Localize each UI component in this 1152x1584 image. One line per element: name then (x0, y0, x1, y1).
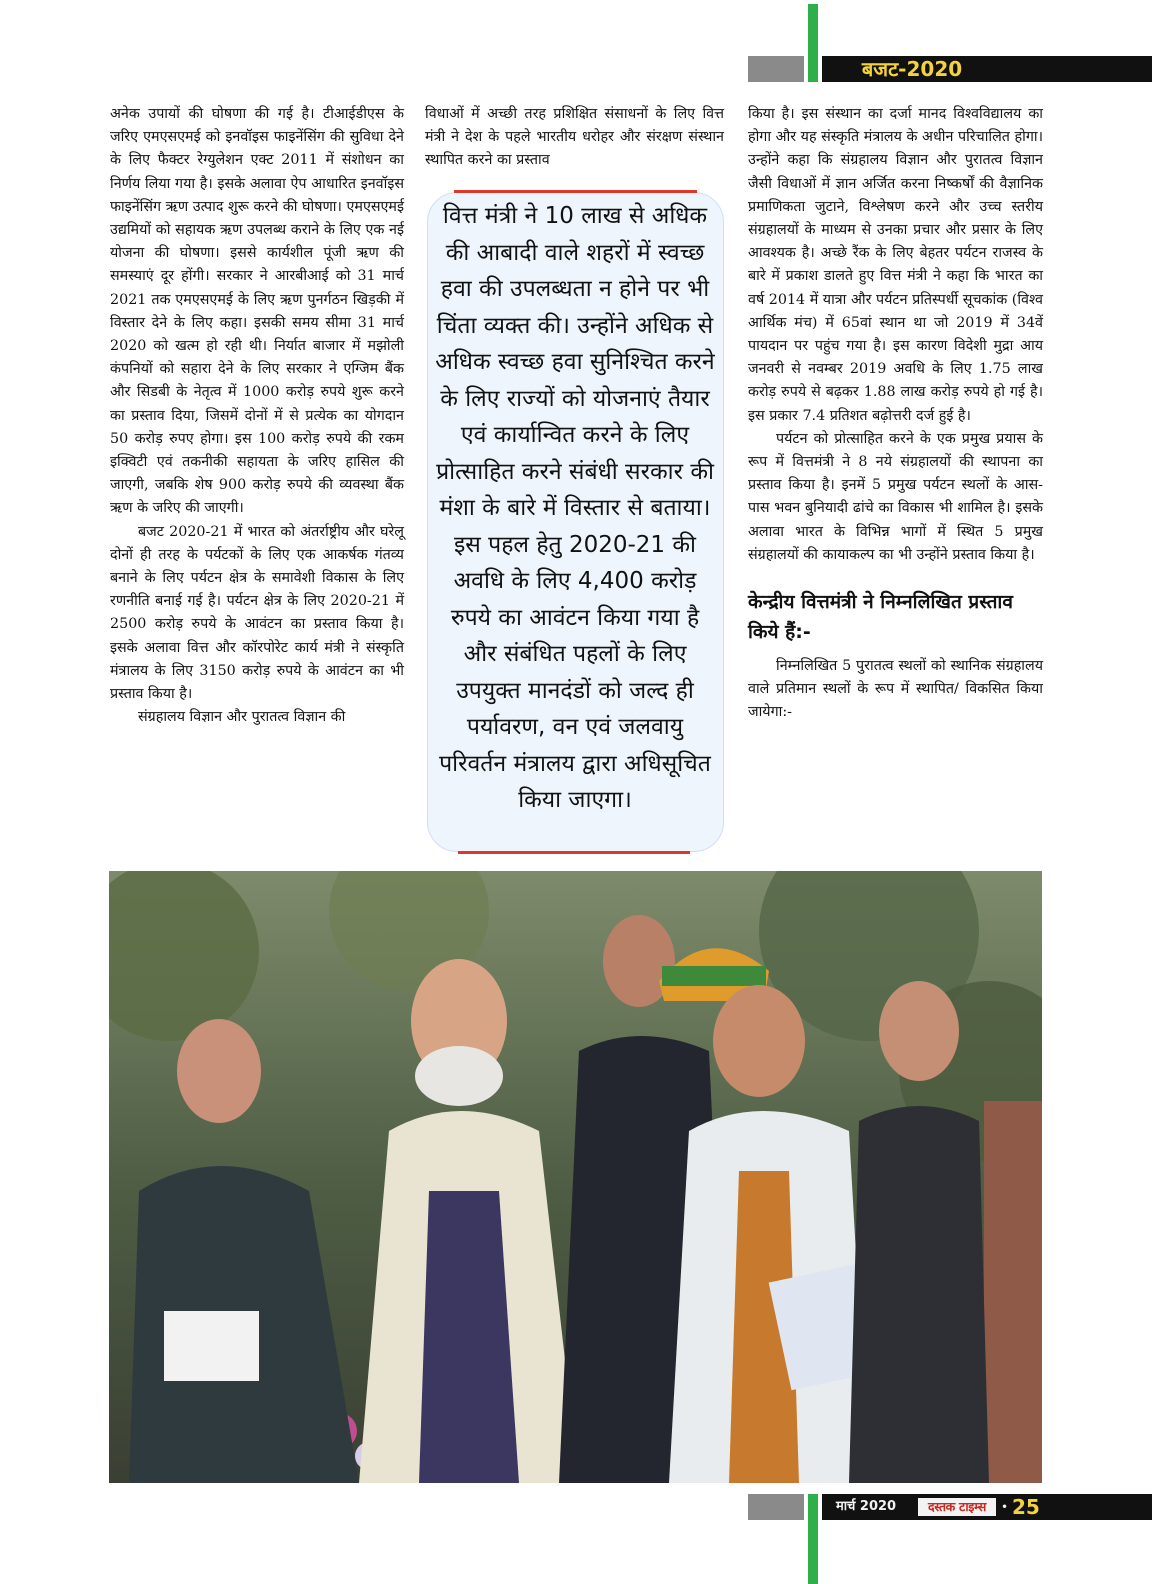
pull-quote-text: वित्त मंत्री ने 10 लाख से अधिक की आबादी वाले शहरों में स्वच्छ हवा की उपलब्धता न होने पर भी चिंता व्यक्त की। उन्होंने अधिक से अधिक स्वच्छ हवा सुनिश्चित करने के लिए राज्यों को योजनाएं तैयार एवं कार्यान्वित करने के लिए प्रोत्साहित करने संबंधी सरकार की मंशा के बारे में विस्तार से बताया। इस पहल हेतु 2020-21 की अवधि के लिए 4,400 करोड़ रुपये का आवंटन किया गया है और संबंधित पहलों के लिए उपयुक्त मानदंडों को जल्द ही पर्यावरण, वन एवं जलवायु परिवर्तन मंत्रालय द्वारा अधिसूचित किया जाएगा। (435, 203, 715, 813)
photo-illustration (109, 871, 1042, 1483)
issue-date: मार्च 2020 (836, 1499, 897, 1514)
header-gray-block (748, 56, 804, 82)
paragraph: अनेक उपायों की घोषणा की गई है। टीआईडीएस के जरिए एमएसएमई को इनवॉइस फाइनेंसिंग की सुविधा देने के लिए फैक्टर रेग्युलेशन एक्ट 2011 में संशोधन का निर्णय लिया गया है। इसके अलावा ऐप आधारित इनवॉइस फाइनेंसिंग ऋण उत्पाद शुरू करने की घोषणा। एमएसएमई उद्यमियों को सहायक ऋण उपलब्ध कराने के लिए एक नई योजना की घोषणा। इससे कार्यशील पूंजी ऋण की समस्याएं दूर होंगी। सरकार ने आरबीआई को 31 मार्च 2021 तक एमएसएमई के लिए ऋण पुनर्गठन खिड़की में विस्तार देने के लिए कहा। इसकी समय सीमा 31 मार्च 2020 को खत्म हो रही थी। निर्यात बाजार में मझोली कंपनियों को सहारा देने के लिए सरकार ने एग्जिम बैंक और सिडबी के नेतृत्व में 1000 करोड़ रुपये शुरू करने का प्रस्ताव दिया, जिसमें दोनों में से प्रत्येक का योगदान 50 करोड़ रुपए होगा। इस 100 करोड़ रुपये की रकम इक्विटी एवं तकनीकी सहायता के जरिए हासिल की जाएगी, जबकि शेष 900 करोड़ रुपये की व्यवस्था बैंक ऋण के जरिए की जाएगी। (110, 106, 404, 517)
paragraph: बजट 2020-21 में भारत को अंतर्राष्ट्रीय और घरेलू दोनों ही तरह के पर्यटकों के लिए एक आकर्षक गंतव्य बनाने के लिए पर्यटन क्षेत्र के समावेशी विकास के लिए रणनीति बनाई गई है। पर्यटन क्षेत्र के लिए 2020-21 में 2500 करोड़ रुपये के आवंटन का प्रस्ताव किया है। इसके अलावा वित्त और कॉरपोरेट कार्य मंत्री ने संस्कृति मंत्रालय के लिए 3150 करोड़ रुपये के आवंटन का भी प्रस्ताव किया है। (110, 523, 404, 703)
article-column-2 (425, 103, 724, 173)
footer-gray-block (748, 1494, 804, 1520)
paragraph: पर्यटन को प्रोत्साहित करने के एक प्रमुख प्रयास के रूप में वित्तमंत्री ने 8 नये संग्रहालयों की स्थापना का प्रस्ताव किया है। इनमें 5 प्रमुख पर्यटन स्थलों के आस-पास भवन बुनियादी ढांचे का विकास भी शामिल है। इसके अलावा भारत के विभिन्न भागों में स्थित 5 प्रमुख संग्रहालयों की कायाकल्प का भी उन्होंने प्रस्ताव किया है। (748, 430, 1043, 563)
paragraph: संग्रहालय विज्ञान और पुरातत्व विज्ञान की (138, 709, 346, 726)
footer-separator: • (1001, 1500, 1009, 1514)
pull-quote-top-rule (454, 190, 697, 193)
subheading: केन्द्रीय वित्तमंत्री ने निम्नलिखित प्रस्ताव किये हैं:- (748, 591, 1013, 644)
page-number: 25 (1012, 1495, 1040, 1519)
header-accent-bar (808, 4, 818, 82)
footer-accent-bar (808, 1494, 818, 1584)
article-column-1 (110, 103, 404, 729)
pull-quote-bottom-rule (458, 851, 690, 854)
paragraph: निम्नलिखित 5 पुरातत्व स्थलों को स्थानिक संग्रहालय वाले प्रतिमान स्थलों के रूप में स्थापित/ विकसित किया जायेगा:- (748, 658, 1043, 721)
paragraph: विधाओं में अच्छी तरह प्रशिक्षित संसाधनों के लिए वित्त मंत्री ने देश के पहले भारतीय धरोहर और संरक्षण संस्थान स्थापित करने का प्रस्ताव (425, 106, 724, 169)
magazine-logo: दस्तक टाइम्स (918, 1498, 996, 1516)
article-column-3 (748, 103, 1043, 725)
news-photo (109, 871, 1042, 1483)
paragraph: किया है। इस संस्थान का दर्जा मानद विश्वविद्यालय का होगा और यह संस्कृति मंत्रालय के अधीन परिचालित होगा। उन्होंने कहा कि संग्रहालय विज्ञान और पुरातत्व विज्ञान जैसी विधाओं में ज्ञान अर्जित करना निष्कर्षों की वैज्ञानिक प्रमाणिकता जुटाने, विश्लेषण करने और उच्च स्तरीय संग्रहालयों के माध्यम से उनका प्रचार और प्रसार के लिए आवश्यक है। अच्छे रैंक के लिए बेहतर पर्यटन राजस्व के बारे में प्रकाश डालते हुए वित्त मंत्री ने कहा कि भारत का वर्ष 2014 में यात्रा और पर्यटन प्रतिस्पर्धी सूचकांक (विश्व आर्थिक मंच) में 65वां स्थान था जो 2019 में 34वें पायदान पर पहुंच गया है। इस कारण विदेशी मुद्रा आय जनवरी से नवम्बर 2019 अवधि के लिए 1.75 लाख करोड़ रुपये से बढ़कर 1.88 लाख करोड़ रुपये हो गई है। इस प्रकार 7.4 प्रतिशत बढ़ोत्तरी दर्ज हुई है। (748, 106, 1043, 424)
section-title: बजट-2020 (861, 57, 963, 81)
